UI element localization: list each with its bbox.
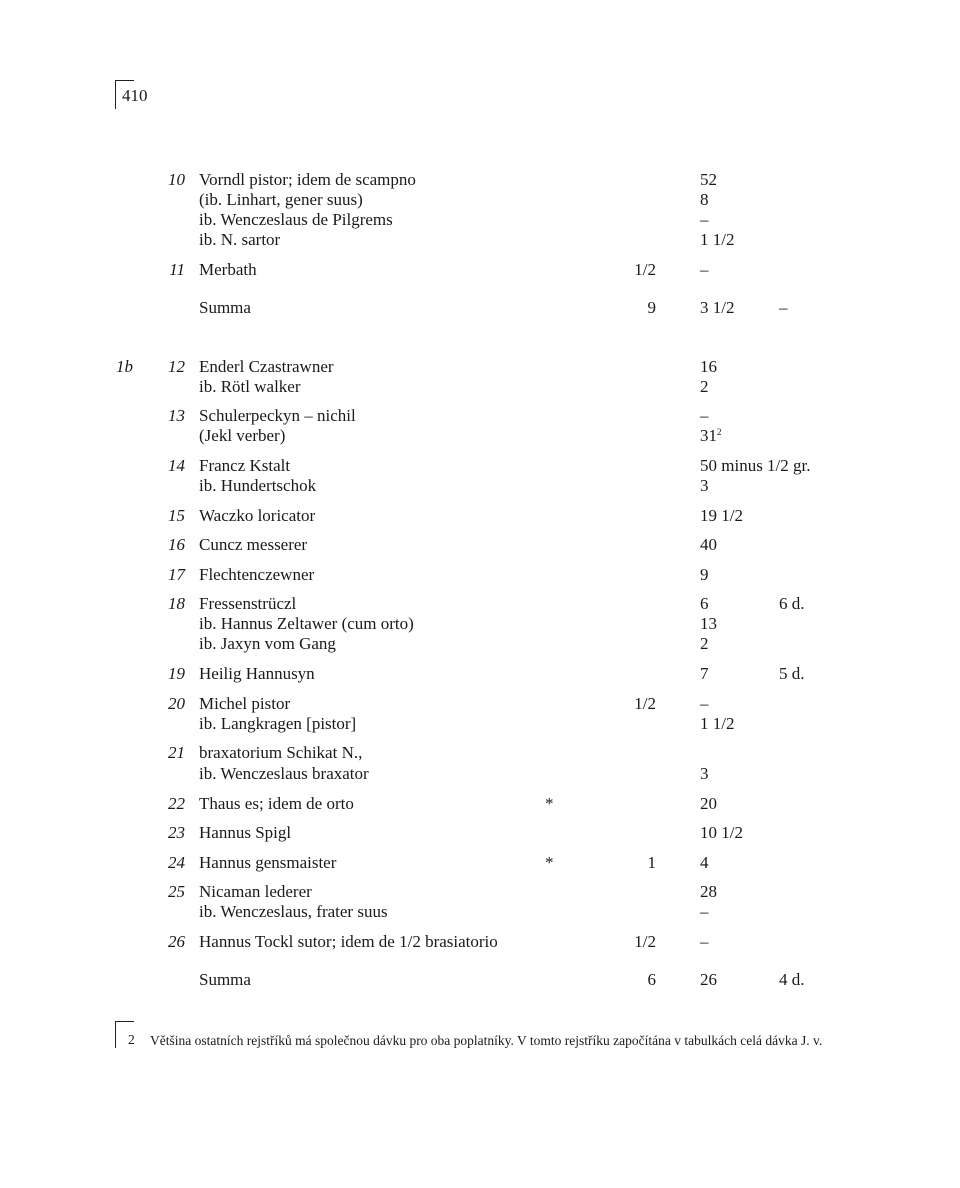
row-name: ib. Langkragen [pistor] [199,714,357,733]
row-col-2: – [700,694,709,713]
row-col-1: 1/2 [634,260,656,279]
row-number: 24 [168,853,185,872]
row-number: 21 [168,743,185,762]
row-col-2: 8 [700,190,709,209]
page-number: 410 [122,86,148,105]
row-name: Summa [199,970,251,989]
row-col-2: 3 [700,476,709,495]
row-number: 15 [168,506,185,525]
row-col-3: 5 d. [779,664,805,683]
row-col-2: 9 [700,565,709,584]
row-col-2: – [700,902,709,921]
row-col-1: 1/2 [634,694,656,713]
row-col-3: – [779,298,788,317]
row-col-1: 9 [647,298,656,317]
row-name: ib. Wenczeslaus de Pilgrems [199,210,393,229]
row-name: Hannus Spigl [199,823,292,842]
row-name: Fressenstrüczl [199,594,297,613]
row-col-2: 50 minus 1/2 gr. [700,456,811,475]
row-col-2: 3 1/2 [700,298,735,317]
row-col-2: 3 [700,764,709,783]
row-name: Nicaman lederer [199,882,312,901]
row-number: 19 [168,664,185,683]
row-name: (ib. Linhart, gener suus) [199,190,363,209]
row-name: Schulerpeckyn – nichil [199,406,356,425]
row-col-2: 52 [700,170,717,189]
row-col-2: 40 [700,535,717,554]
row-name: ib. Hannus Zeltawer (cum orto) [199,614,414,633]
row-number: 18 [168,594,185,613]
row-col-3: 4 d. [779,970,805,989]
row-name: ib. Rötl walker [199,377,301,396]
row-col-2: – [700,260,709,279]
row-col-2: 1 1/2 [700,714,735,733]
row-col-1: 1/2 [634,932,656,951]
footnote-ref: 2 [717,427,722,437]
row-col-2 [700,426,722,446]
row-col-2: – [700,932,709,951]
row-number: 20 [168,694,185,713]
row-name: Hannus Tockl sutor; idem de 1/2 brasiatorio [199,932,498,951]
row-number: 10 [168,170,185,189]
row-col-2: 16 [700,357,717,376]
row-col-2: 4 [700,853,709,872]
row-name: Summa [199,298,251,317]
row-col-2: – [700,210,709,229]
row-col-2: 2 [700,377,709,396]
row-col-2: 28 [700,882,717,901]
row-number: 22 [168,794,185,813]
row-name: ib. Wenczeslaus, frater suus [199,902,388,921]
row-col-1: 6 [647,970,656,989]
row-number: 26 [168,932,185,951]
row-col-1: 1 [647,853,656,872]
row-number: 17 [168,565,185,584]
row-name: Hannus gensmaister [199,853,337,872]
row-col-2: – [700,406,709,425]
row-name: Enderl Czastrawner [199,357,334,376]
row-name: (Jekl verber) [199,426,286,445]
row-number: 12 [168,357,185,376]
row-number: 11 [169,260,185,279]
row-name: Francz Kstalt [199,456,291,475]
row-col-2: 20 [700,794,717,813]
row-number: 14 [168,456,185,475]
row-name: Vorndl pistor; idem de scampno [199,170,416,189]
row-asterisk: * [545,794,554,813]
row-number: 16 [168,535,185,554]
row-col-2: 19 1/2 [700,506,743,525]
row-name: Thaus es; idem de orto [199,794,354,813]
row-name: ib. Hundertschok [199,476,317,495]
row-col-2: 1 1/2 [700,230,735,249]
row-name: Merbath [199,260,257,279]
row-number: 23 [168,823,185,842]
row-name: ib. N. sartor [199,230,281,249]
row-side-label: 1b [116,357,133,376]
row-col-2: 7 [700,664,709,683]
footnote-text: Většina ostatních rejstříků má společnou dávku pro oba poplatníky. V tomto rejstříku započítána v tabulkách celá dávka J. v. [150,1033,823,1048]
row-name: Cuncz messerer [199,535,308,554]
row-number: 13 [168,406,185,425]
row-name: Michel pistor [199,694,291,713]
row-name: braxatorium Schikat N., [199,743,363,762]
row-number: 25 [168,882,185,901]
row-name: Heilig Hannusyn [199,664,315,683]
row-col-2: 10 1/2 [700,823,743,842]
row-col-2: 2 [700,634,709,653]
row-asterisk: * [545,853,554,872]
row-col-2: 13 [700,614,717,633]
row-name: ib. Jaxyn vom Gang [199,634,336,653]
row-col-2-value: 31 [700,426,717,445]
row-name: Flechtenczewner [199,565,315,584]
row-col-2: 26 [700,970,717,989]
row-name: ib. Wenczeslaus braxator [199,764,369,783]
row-name: Waczko loricator [199,506,316,525]
row-col-3: 6 d. [779,594,805,613]
row-col-2: 6 [700,594,709,613]
footnote-number: 2 [128,1032,135,1047]
